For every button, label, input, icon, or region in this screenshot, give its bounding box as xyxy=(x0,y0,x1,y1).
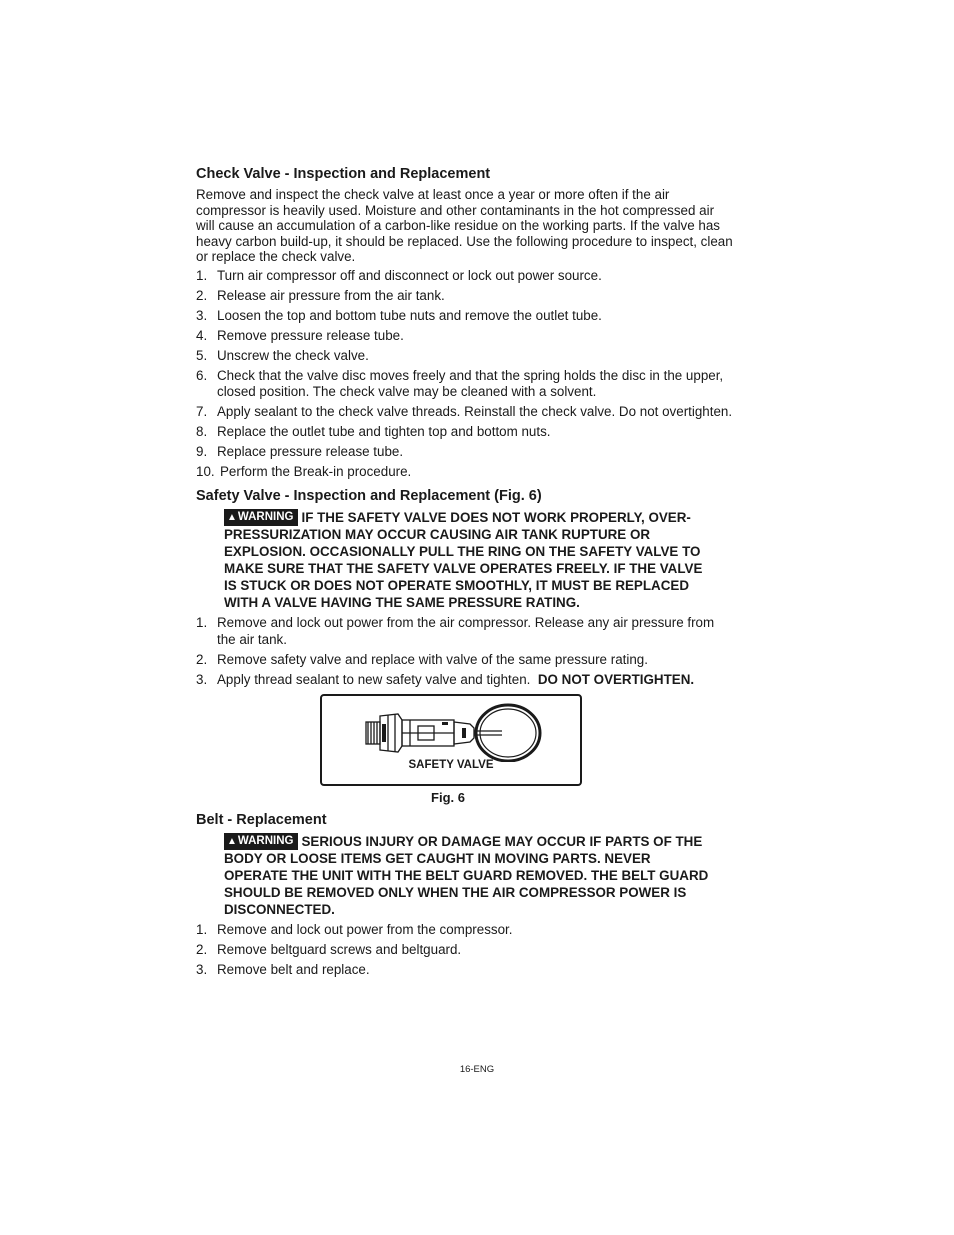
list-item xyxy=(196,348,736,365)
step-number: 4. xyxy=(196,327,208,343)
list-item xyxy=(196,652,736,669)
safety-valve-steps xyxy=(196,615,736,688)
list-item xyxy=(196,308,736,325)
step-text: Turn air compressor off and disconnect or lock out power source. xyxy=(217,267,602,283)
step-number: 8. xyxy=(196,424,208,440)
list-item xyxy=(196,444,736,461)
manual-page xyxy=(196,165,736,982)
step-emphasis: DO NOT OVERTIGHTEN. xyxy=(537,671,695,687)
step-text: Apply thread sealant to new safety valve and tighten. xyxy=(217,671,531,687)
step-text: Remove belt and replace. xyxy=(217,962,370,978)
step-number: 2. xyxy=(196,651,208,667)
safety-valve-heading: Safety Valve - Inspection and Replacement (Fig. 6) xyxy=(196,488,542,505)
step-text: Replace the outlet tube and tighten top and bottom nuts. xyxy=(217,424,551,440)
check-valve-steps xyxy=(196,268,736,481)
warning-text: IF THE SAFETY VALVE DOES NOT WORK PROPERLY, OVER-PRESSURIZATION MAY OCCUR CAUSING AIR TANK RUPTURE OR EXPLOSION. OCCASIONALLY PULL THE RING ON THE SAFETY VALVE TO MAKE SURE THAT THE SAFETY VALVE OPERATES FREELY. IF THE VALVE IS STUCK OR DOES NOT OPERATE SMOOTHLY, IT MUST BE REPLACED WITH A VALVE HAVING THE SAME PRESSURE RATING. xyxy=(224,510,703,611)
belt-heading: Belt - Replacement xyxy=(196,812,327,829)
step-number: 2. xyxy=(196,287,208,303)
list-item xyxy=(196,962,736,979)
step-number: 9. xyxy=(196,444,208,460)
step-text: Apply sealant to the check valve threads. Reinstall the check valve. Do not overtighten. xyxy=(217,404,733,420)
list-item xyxy=(196,288,736,305)
step-text: Remove and lock out power from the air compressor. Release any air pressure from the air tank. xyxy=(217,615,715,647)
step-number: 10. xyxy=(196,464,215,480)
step-number: 3. xyxy=(196,671,208,687)
step-number: 1. xyxy=(196,615,208,631)
step-text: Unscrew the check valve. xyxy=(217,347,369,363)
belt-warning xyxy=(224,833,714,918)
list-item xyxy=(196,424,736,441)
step-text: Remove and lock out power from the compressor. xyxy=(217,922,513,938)
warning-text: SERIOUS INJURY OR DAMAGE MAY OCCUR IF PARTS OF THE BODY OR LOOSE ITEMS GET CAUGHT IN MOVING PARTS. NEVER OPERATE THE UNIT WITH THE BELT GUARD REMOVED. THE BELT GUARD SHOULD BE REMOVED ONLY WHEN THE AIR COMPRESSOR POWER IS DISCONNECTED. xyxy=(224,834,709,918)
list-item xyxy=(196,368,736,401)
step-number: 1. xyxy=(196,267,208,283)
list-item xyxy=(196,942,736,959)
warning-badge-label: WARNING xyxy=(237,835,294,848)
list-item xyxy=(196,268,736,285)
check-valve-intro: Remove and inspect the check valve at least once a year or more often if the air compressor is heavily used. Moisture and other contaminants in the hot compressed air will cause an accumulation of a carbon-like residue on the working parts. If the valve has heavy carbon build-up, it should be replaced. Use the following procedure to inspect, clean or replace the check valve. xyxy=(196,187,733,265)
step-number: 2. xyxy=(196,942,208,958)
list-item xyxy=(196,672,736,689)
warning-triangle-icon: ▲ xyxy=(227,836,237,848)
page-number: 16-ENG xyxy=(459,1064,495,1075)
warning-badge-label: WARNING xyxy=(237,511,294,524)
step-text: Remove safety valve and replace with valve of the same pressure rating. xyxy=(217,651,648,667)
safety-valve-illustration xyxy=(362,702,542,762)
list-item xyxy=(196,922,736,939)
step-text: Check that the valve disc moves freely and that the spring holds the disc in the upper, closed position. The check valve may be cleaned with a solvent. xyxy=(217,367,724,400)
check-valve-heading: Check Valve - Inspection and Replacement xyxy=(196,166,491,182)
list-item xyxy=(196,404,736,421)
step-number: 1. xyxy=(196,922,208,938)
step-number: 6. xyxy=(196,367,208,383)
list-item xyxy=(196,464,736,481)
safety-valve-figure xyxy=(320,694,582,786)
list-item xyxy=(196,615,736,648)
step-text: Loosen the top and bottom tube nuts and remove the outlet tube. xyxy=(217,307,602,323)
warning-triangle-icon: ▲ xyxy=(227,512,237,524)
step-text: Replace pressure release tube. xyxy=(217,444,404,460)
step-text: Remove beltguard screws and beltguard. xyxy=(217,942,462,958)
figure-label: SAFETY VALVE xyxy=(408,759,494,772)
figure-caption: Fig. 6 xyxy=(431,790,465,806)
safety-valve-warning xyxy=(224,509,714,611)
belt-steps xyxy=(196,922,736,979)
warning-badge xyxy=(224,509,298,526)
warning-badge xyxy=(224,833,298,850)
step-text: Perform the Break-in procedure. xyxy=(220,464,412,480)
step-text: Remove pressure release tube. xyxy=(217,327,404,343)
step-number: 3. xyxy=(196,962,208,978)
step-number: 3. xyxy=(196,307,208,323)
step-text: Release air pressure from the air tank. xyxy=(217,287,445,303)
step-number: 7. xyxy=(196,404,208,420)
step-number: 5. xyxy=(196,347,208,363)
list-item xyxy=(196,328,736,345)
